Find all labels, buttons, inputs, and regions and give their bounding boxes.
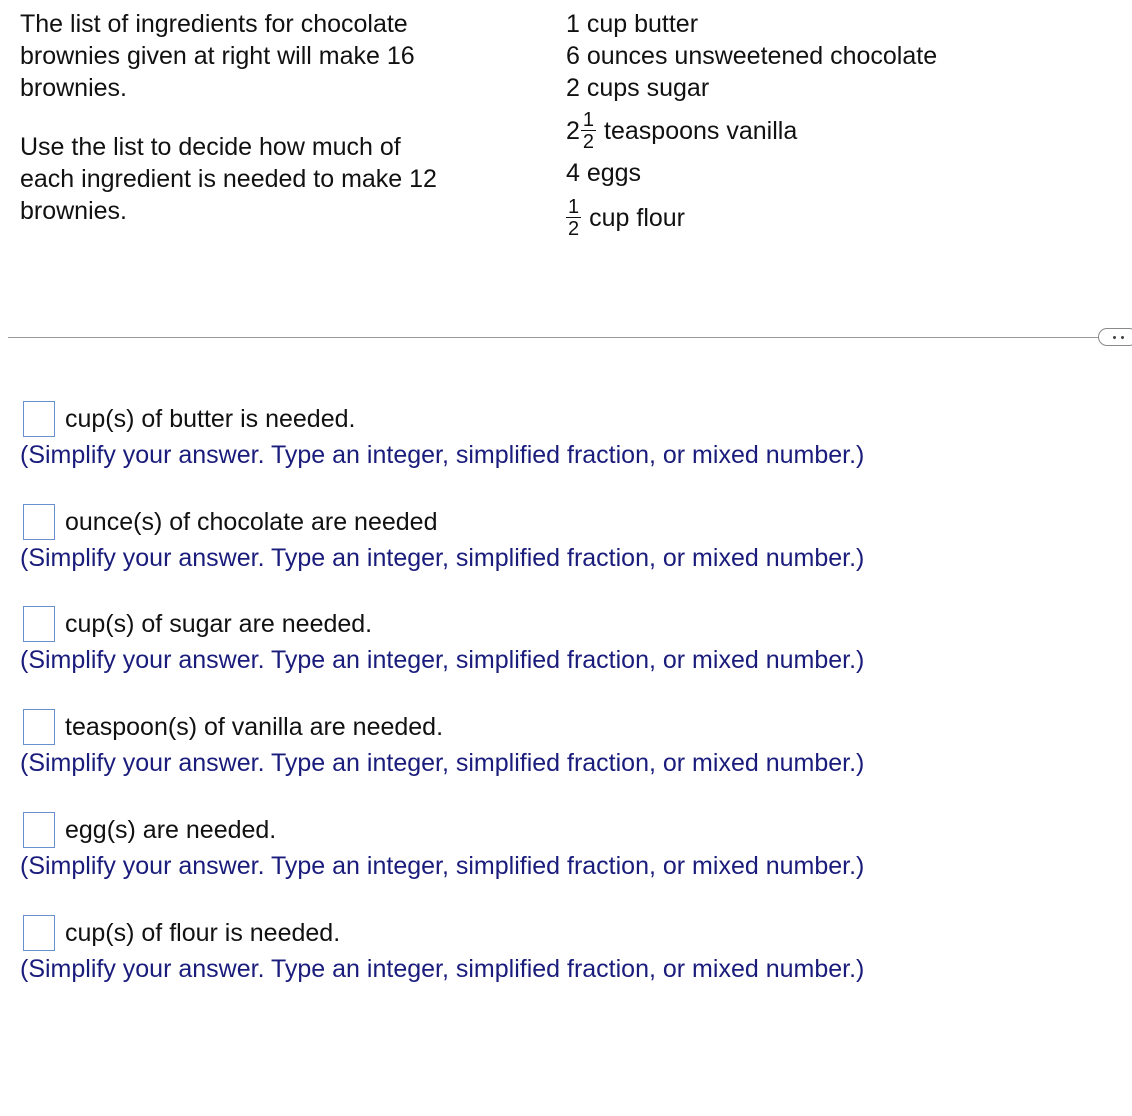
vanilla-fraction	[581, 110, 596, 152]
ingredient-vanilla	[566, 106, 1086, 156]
butter-answer-hint: (Simplify your answer. Type an integer, simplified fraction, or mixed number.)	[20, 441, 865, 469]
butter-question-label: cup(s) of butter is needed.	[65, 405, 356, 433]
intro-paragraph-2: Use the list to decide how much of each ingredient is needed to make 12 brownies.	[20, 133, 437, 225]
flour-question-label: cup(s) of flour is needed.	[65, 919, 341, 947]
vanilla-answer-hint: (Simplify your answer. Type an integer, simplified fraction, or mixed number.)	[20, 749, 865, 777]
butter-answer-input[interactable]	[23, 401, 55, 437]
flour-answer-input[interactable]	[23, 915, 55, 951]
chocolate-answer-hint: (Simplify your answer. Type an integer, simplified fraction, or mixed number.)	[20, 544, 865, 572]
ingredient-flour	[566, 193, 1086, 243]
flour-numerator: 1	[568, 196, 580, 218]
chocolate-answer-input[interactable]	[23, 504, 55, 540]
question-eggs	[20, 810, 1120, 882]
question-flour	[20, 913, 1120, 985]
question-butter	[20, 399, 1120, 471]
ellipsis-icon	[1121, 336, 1124, 339]
eggs-answer-hint: (Simplify your answer. Type an integer, simplified fraction, or mixed number.)	[20, 852, 865, 880]
ellipsis-icon	[1113, 336, 1116, 339]
ingredient-sugar: 2 cups sugar	[566, 74, 710, 102]
flour-answer-hint: (Simplify your answer. Type an integer, simplified fraction, or mixed number.)	[20, 955, 865, 983]
flour-label: cup flour	[589, 204, 686, 232]
eggs-question-label: egg(s) are needed.	[65, 816, 277, 844]
problem-statement	[20, 8, 460, 227]
more-options-button[interactable]	[1098, 328, 1132, 346]
vanilla-label: teaspoons vanilla	[604, 117, 798, 145]
vanilla-denominator: 2	[582, 131, 595, 153]
ingredient-list	[566, 8, 1086, 243]
question-sugar	[20, 604, 1120, 676]
question-chocolate	[20, 502, 1120, 574]
ingredient-butter: 1 cup butter	[566, 10, 699, 38]
vanilla-question-label: teaspoon(s) of vanilla are needed.	[65, 713, 444, 741]
flour-fraction	[566, 197, 581, 239]
flour-denominator: 2	[568, 218, 580, 240]
eggs-answer-input[interactable]	[23, 812, 55, 848]
sugar-answer-input[interactable]	[23, 606, 55, 642]
sugar-answer-hint: (Simplify your answer. Type an integer, simplified fraction, or mixed number.)	[20, 646, 865, 674]
ingredient-eggs: 4 eggs	[566, 159, 642, 187]
intro-paragraph-1: The list of ingredients for chocolate brownies given at right will make 16 brownies.	[20, 10, 415, 102]
sugar-question-label: cup(s) of sugar are needed.	[65, 610, 373, 638]
vanilla-answer-input[interactable]	[23, 709, 55, 745]
chocolate-question-label: ounce(s) of chocolate are needed	[65, 508, 438, 536]
vanilla-whole: 2	[566, 117, 580, 145]
question-vanilla	[20, 707, 1120, 779]
vanilla-numerator: 1	[582, 109, 595, 131]
section-divider	[8, 337, 1102, 338]
ingredient-chocolate: 6 ounces unsweetened chocolate	[566, 42, 938, 70]
